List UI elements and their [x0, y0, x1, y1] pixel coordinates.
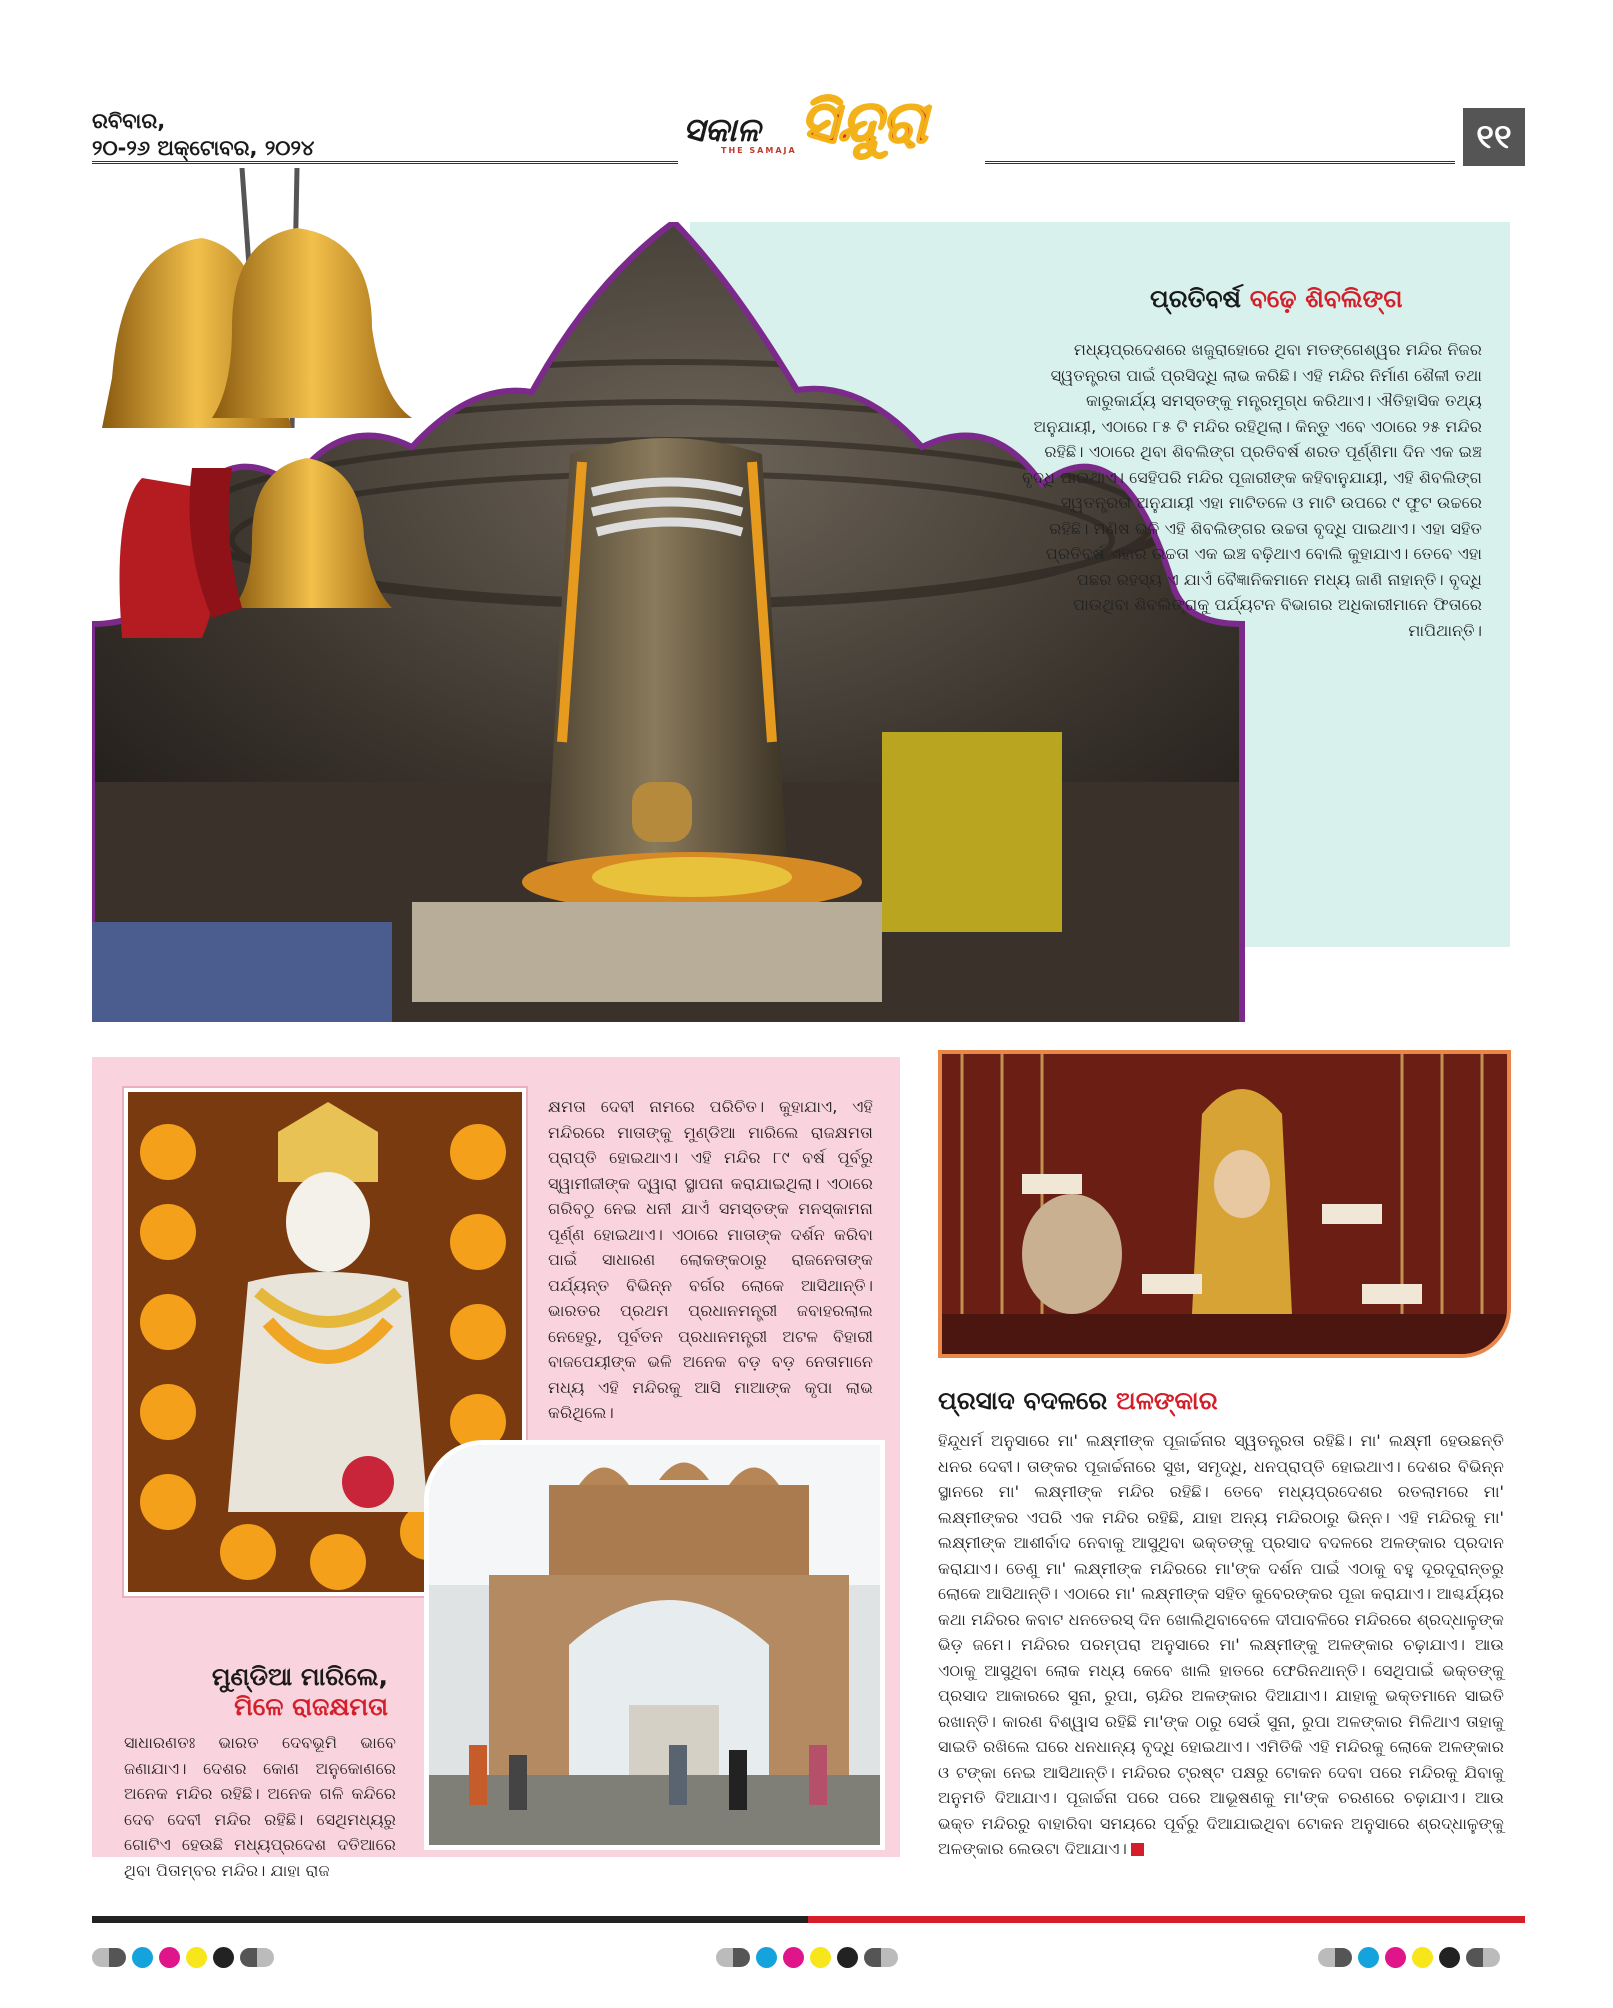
yellow-dot — [810, 1947, 831, 1968]
page-number: ୧୧ — [1463, 108, 1525, 166]
story-right-body-wrap — [938, 1428, 1504, 1862]
story-left-title-line1: ମୁଣ୍ଡିଆ ମାରିଲେ, — [211, 1662, 388, 1691]
registration-marks-right — [1318, 1946, 1500, 1968]
story-right-body: ହିନ୍ଦୁଧର୍ମ ଅନୁସାରେ ମା' ଲକ୍ଷ୍ମୀଙ୍କ ପୂଜାର୍ଚ୍ଚନାର ସ୍ୱତନ୍ତ୍ରତା ରହିଛି। ମା' ଲକ୍ଷ୍ମୀ ହେଉଛନ୍ତି ଧନର ଦେବୀ। ତାଙ୍କର ପୂଜାର୍ଚ୍ଚନାରେ ସୁଖ, ସମୃଦ୍ଧି, ଧନପ୍ରାପ୍ତି ହୋଇଥାଏ। ଦେଶର ବିଭିନ୍ନ ସ୍ଥାନରେ ମା' ଲକ୍ଷ୍ମୀଙ୍କ ମନ୍ଦିର ରହିଛି। ତେବେ ମଧ୍ୟପ୍ରଦେଶର ରତଲାମରେ ମା' ଲକ୍ଷ୍ମୀଙ୍କର ଏପରି ଏକ ମନ୍ଦିର ରହିଛି, ଯାହା ଅନ୍ୟ ମନ୍ଦିରଠାରୁ ଭିନ୍ନ। ଏହି ମନ୍ଦିରକୁ ମା' ଲକ୍ଷ୍ମୀଙ୍କ ଆଶୀର୍ବାଦ ନେବାକୁ ଆସୁଥିବା ଭକ୍ତଙ୍କୁ ପ୍ରସାଦ ବଦଳରେ ଅଳଙ୍କାର ପ୍ରଦାନ କରାଯାଏ। ତେଣୁ ମା' ଲକ୍ଷ୍ମୀଙ୍କ ମନ୍ଦିରରେ ମା'ଙ୍କ ଦର୍ଶନ ପାଇଁ ଏଠାକୁ ବହୁ ଦୂରଦୂରାନ୍ତରୁ ଲୋକେ ଆସିଥାନ୍ତି। ଏଠାରେ ମା' ଲକ୍ଷ୍ମୀଙ୍କ ସହିତ କୁବେରଙ୍କର ପୂଜା କରାଯାଏ। ଆଶ୍ଚର୍ଯ୍ୟର କଥା ମନ୍ଦିରର କବାଟ ଧନତେରସ୍ ଦିନ ଖୋଲିଥିବାବେଳେ ଦୀପାବଳିରେ ମନ୍ଦିରରେ ଶ୍ରଦ୍ଧାଳୁଙ୍କ ଭିଡ଼ ଜମେ। ମନ୍ଦିରର ପରମ୍ପରା ଅନୁସାରେ ମା' ଲକ୍ଷ୍ମୀଙ୍କୁ ଅଳଙ୍କାର ଚଢ଼ାଯାଏ। ଆଉ ଏଠାକୁ ଆସୁଥିବା ଲୋକ ମଧ୍ୟ କେବେ ଖାଲି ହାତରେ ଫେରିନଥାନ୍ତି। ସେଥିପାଇଁ ଭକ୍ତଙ୍କୁ ପ୍ରସାଦ ଆକାରରେ ସୁନା, ରୁପା, ଚାନ୍ଦିର ଅଳଙ୍କାର ଦିଆଯାଏ। ଯାହାକୁ ଭକ୍ତମାନେ ସାଇତି ରଖାନ୍ତି। କାରଣ ବିଶ୍ୱାସ ରହିଛି ମା'ଙ୍କ ଠାରୁ ସେଉଁ ସୁନା, ରୁପା ଅଳଙ୍କାର ମିଳିଥାଏ ତାହାକୁ ସାଇତି ରଖିଲେ ଘରେ ଧନଧାନ୍ୟ ବୃଦ୍ଧି ହୋଇଥାଏ। ଏମିତିକି ଏହି ମନ୍ଦିରକୁ ଲୋକେ ଅଳଙ୍କାର ଓ ଟଙ୍କା ନେଇ ଆସିଥାନ୍ତି। ମନ୍ଦିରର ଟ୍ରଷ୍ଟ ପକ୍ଷରୁ ଟୋକନ ଦେବା ପରେ ମନ୍ଦିରକୁ ଯିବାକୁ ଅନୁମତି ଦିଆଯାଏ। ପୂଜାର୍ଚ୍ଚନା ପରେ ପରେ ଆଭୂଷଣକୁ ମା'ଙ୍କ ଚରଣରେ ଚଢ଼ାଯାଏ। ଆଉ ଭକ୍ତ ମନ୍ଦିରରୁ ବାହାରିବା ସମୟରେ ପୂର୍ବରୁ ଦିଆଯାଇଥିବା ଟୋକନ ଅନୁସାରେ ଶ୍ରଦ୍ଧାଳୁଙ୍କୁ ଅଳଙ୍କାର ଲେଉଟା ଦିଆଯାଏ। — [938, 1431, 1504, 1858]
registration-pill — [1318, 1948, 1352, 1967]
story-left-intro: ସାଧାରଣତଃ ଭାରତ ଦେବଭୂମି ଭାବେ ଜଣାଯାଏ। ଦେଶର କୋଣ ଅନୁକୋଣରେ ଅନେକ ମନ୍ଦିର ରହିଛି। ଅନେକ ଗଳି କନ୍ଦିରେ ଦେବ ଦେବୀ ମନ୍ଦିର ରହିଛି। ସେଥିମଧ୍ୟରୁ ଗୋଟିଏ ହେଉଛି ମଧ୍ୟପ୍ରଦେଶ ଦତିଆରେ ଥିବା ପିତାମ୍ବର ମନ୍ଦିର। ଯାହା ରାଜ — [124, 1733, 396, 1880]
lakshmi-temple-photo — [938, 1050, 1511, 1358]
masthead-name: ସକାଳ — [683, 110, 761, 149]
header-rule-left — [92, 161, 678, 164]
registration-pill — [240, 1948, 274, 1967]
footer-rule-black — [92, 1916, 808, 1923]
black-dot — [837, 1947, 858, 1968]
masthead-logo — [683, 110, 797, 155]
yellow-dot — [1412, 1947, 1433, 1968]
registration-marks-center — [716, 1946, 898, 1968]
registration-pill — [1466, 1948, 1500, 1967]
black-dot — [213, 1947, 234, 1968]
story-top-title-part2: ବଢ଼େ ଶିବଲିଙ୍ଗ — [1249, 284, 1403, 313]
story-top-body: ମଧ୍ୟପ୍ରଦେଶରେ ଖଜୁରାହୋରେ ଥିବା ମତଙ୍ଗେଶ୍ୱର ମନ୍ଦିର ନିଜର ସ୍ୱତନ୍ତ୍ରତା ପାଇଁ ପ୍ରସିଦ୍ଧି ଲାଭ କରିଛି। ଏହି ମନ୍ଦିର ନିର୍ମାଣ ଶୈଳୀ ତଥା କାରୁକାର୍ଯ୍ୟ ସମସ୍ତଙ୍କୁ ମନ୍ତ୍ରମୁଗ୍ଧ କରିଥାଏ। ଐତିହାସିକ ତଥ୍ୟ ଅନୁଯାୟୀ, ଏଠାରେ ୮୫ ଟି ମନ୍ଦିର ରହିଥିଲା। କିନ୍ତୁ ଏବେ ଏଠାରେ ୨୫ ମନ୍ଦିର ରହିଛି। ଏଠାରେ ଥିବା ଶିବଲିଙ୍ଗ ପ୍ରତିବର୍ଷ ଶରତ ପୂର୍ଣ୍ଣିମା ଦିନ ଏକ ଇଞ୍ଚ ବୃଦ୍ଧି ପାଇଥାଏ। ସେହିପରି ମନ୍ଦିର ପୂଜାରୀଙ୍କ କହିବାନୁଯାୟୀ, ଏହି ଶିବଲିଙ୍ଗ ସ୍ୱତନ୍ତ୍ରତା ଅନୁଯାୟୀ ଏହା ମାଟିତଳେ ଓ ମାଟି ଉପରେ ୯ ଫୁଟ ଉଚ୍ଚରେ ରହିଛି। ମଣିଷ ଭଳି ଏହି ଶିବଲିଙ୍ଗର ଉଚ୍ଚତା ବୃଦ୍ଧି ପାଇଥାଏ। ଏହା ସହିତ ପ୍ରତିବର୍ଷ ଏହାର ଉଚ୍ଚତା ଏକ ଇଞ୍ଚ ବଢ଼ିଥାଏ ବୋଲି କୁହାଯାଏ। ତେବେ ଏହା ପଛର ରହସ୍ୟ ଏ ଯାଏଁ ବୈଜ୍ଞାନିକମାନେ ମଧ୍ୟ ଜାଣି ନାହାନ୍ତି। ବୃଦ୍ଧି ପାଉଥିବା ଶିବଲିଙ୍ଗକୁ ପର୍ଯ୍ୟଟନ ବିଭାଗର ଅଧିକାରୀମାନେ ଫିତାରେ ମାପିଥାନ୍ତି। — [1022, 340, 1482, 640]
footer-rule-red — [808, 1916, 1525, 1923]
magenta-dot — [783, 1947, 804, 1968]
cyan-dot — [756, 1947, 777, 1968]
black-dot — [1439, 1947, 1460, 1968]
header-rule-right — [985, 161, 1455, 164]
temple-gate-photo — [424, 1440, 885, 1850]
story-top-title — [1150, 284, 1403, 314]
story-right-title-part1: ପ୍ରସାଦ ବଦଳରେ — [938, 1386, 1117, 1415]
story-end-mark — [1131, 1843, 1144, 1856]
story-left-continuation: କ୍ଷମତା ଦେବୀ ନାମରେ ପରିଚିତ। କୁହାଯାଏ, ଏହି ମନ୍ଦିରରେ ମାତାଙ୍କୁ ମୁଣ୍ଡିଆ ମାରିଲେ ରାଜକ୍ଷମତା ପ୍ରାପ୍ତି ହୋଇଥାଏ। ଏହି ମନ୍ଦିର ୮୯ ବର୍ଷ ପୂର୍ବରୁ ସ୍ୱାମୀଜୀଙ୍କ ଦ୍ୱାରା ସ୍ଥାପନା କରାଯାଇଥିଲା। ଏଠାରେ ଗରିବଠୁ ନେଇ ଧନୀ ଯାଏଁ ସମସ୍ତଙ୍କ ମନସ୍କାମନା ପୂର୍ଣ୍ଣ ହୋଇଥାଏ। ଏଠାରେ ମାତାଙ୍କ ଦର୍ଶନ କରିବା ପାଇଁ ସାଧାରଣ ଲୋକଙ୍କଠାରୁ ରାଜନେତାଙ୍କ ପର୍ଯ୍ୟନ୍ତ ବିଭିନ୍ନ ବର୍ଗର ଲୋକେ ଆସିଥାନ୍ତି। ଭାରତର ପ୍ରଥମ ପ୍ରଧାନମନ୍ତ୍ରୀ ଜବାହରଲାଲ ନେହେରୁ, ପୂର୍ବତନ ପ୍ରଧାନମନ୍ତ୍ରୀ ଅଟଳ ବିହାରୀ ବାଜପେୟୀଙ୍କ ଭଳି ଅନେକ ବଡ଼ ବଡ଼ ନେତାମାନେ ମଧ୍ୟ ଏହି ମନ୍ଦିରକୁ ଆସି ମାଆଙ୍କ କୃପା ଲାଭ କରିଥିଲେ। — [548, 1097, 873, 1422]
header-date — [92, 108, 314, 162]
registration-pill — [92, 1948, 126, 1967]
story-left-title — [210, 1662, 388, 1722]
story-left-title-line2: ମିଳେ ରାଜକ୍ଷମତା — [234, 1692, 388, 1721]
cyan-dot — [132, 1947, 153, 1968]
registration-pill — [864, 1948, 898, 1967]
supplement-logo: ସିନ୍ଦୁରା — [800, 88, 928, 156]
story-right-title-part2: ଅଳଙ୍କାର — [1116, 1386, 1218, 1415]
magenta-dot — [159, 1947, 180, 1968]
header-date-range: ୨୦-୨୬ ଅକ୍ଟୋବର, ୨୦୨୪ — [92, 136, 315, 160]
cyan-dot — [1358, 1947, 1379, 1968]
registration-marks-left — [92, 1946, 274, 1968]
story-top-title-part1: ପ୍ରତିବର୍ଷ — [1150, 284, 1250, 313]
story-right-title — [938, 1386, 1218, 1416]
magenta-dot — [1385, 1947, 1406, 1968]
registration-pill — [716, 1948, 750, 1967]
yellow-dot — [186, 1947, 207, 1968]
temple-bells-illustration — [82, 168, 412, 648]
masthead-subtitle: THE SAMAJA — [721, 146, 797, 155]
header-day: ରବିବାର, — [92, 109, 166, 133]
